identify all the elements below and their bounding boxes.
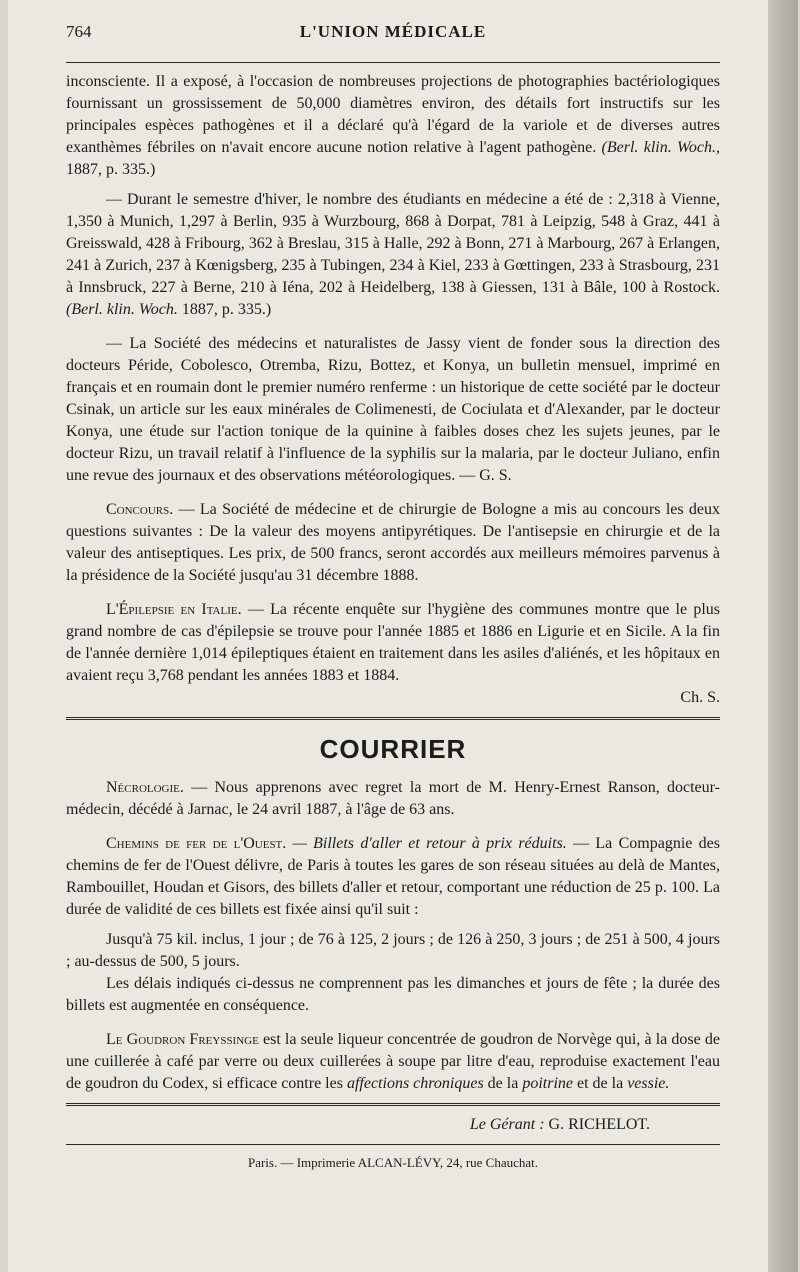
courrier-title: COURRIER	[319, 734, 467, 764]
running-head: L'UNION MÉDICALE	[299, 22, 487, 41]
header-rule	[66, 62, 720, 63]
paragraph-delais: Jusqu'à 75 kil. inclus, 1 jour ; de 76 à 125, 2 jours ; de 126 à 250, 3 jours ; de 251 à 500, 4 jours ; au-dessus de 500, 5 jours.	[66, 931, 720, 970]
paragraph-concours: Concours. — La Société de médecine et de chirurgie de Bologne a mis au concours les deux questions suivantes : De la valeur des moyens antipyrétiques. De l'antisepsie en chirurgie et de la valeur des antiseptiques. Les prix, de 500 francs, seront accordés aux meilleurs mémoires parvenus à la présidence de la Société jusqu'au 31 décembre 1888.	[66, 501, 720, 584]
gerant-line: Le Gérant : G. RICHELOT.	[469, 1116, 650, 1133]
paragraph-jassy-society: — La Société des médecins et naturalistes de Jassy vient de fonder sous la direction des docteurs Péride, Cobolesco, Otremba, Rizu, Bottez, et Konya, un bulletin mensuel, imprimé en français et en roumain dont le premier numéro renferme : un historique de cette société par le docteur Csinak, un article sur les eaux minérales de Colimenesti, de Cociulata et d'Alexander, par le docteur Konya, une étude sur l'action tonique de la quinine à faibles doses chez les sujets jeunes, par le docteur Rizu, un travail relatif à l'influence de la syphilis sur la malaria, par le docteur Juliano, enfin une revue des journaux et des observations météorologiques. — G. S.	[66, 335, 720, 484]
paragraph-epilepsie: L'Épilepsie en Italie. — La récente enquête sur l'hygiène des communes montre que le plus grand nombre de cas d'épilepsie se trouve pour l'année 1885 et 1886 en Ligurie et en Sicile. A la fin de l'année dernière 1,014 épileptiques étaient en traitement dans les asiles d'aliénés, et les hôpitaux en avaient reçu 3,768 pendant les années 1883 et 1884.	[66, 601, 720, 684]
paragraph-bacteriology: inconsciente. Il a exposé, à l'occasion de nombreuses projections de photographies bactériologiques fournissant un grossissement de 50,000 diamètres environ, des détails fort instructifs sur les principales espèces pathogènes et il a déclaré qu'à l'égard de la variole et de diverses autres exanthèmes fébriles on n'avait encore aucune notion relative à l'agent pathogène. (Berl. klin. Woch., 1887, p. 335.)	[66, 73, 720, 178]
paragraph-students: — Durant le semestre d'hiver, le nombre des étudiants en médecine a été de : 2,318 à Vienne, 1,350 à Munich, 1,297 à Berlin, 935 à Wurzbourg, 868 à Dorpat, 781 à Leipzig, 548 à Graz, 441 à Greisswald, 428 à Fribourg, 362 à Breslau, 315 à Halle, 292 à Bonn, 271 à Marbourg, 267 à Erlangen, 241 à Zurich, 237 à Kœnigsberg, 235 à Tubingen, 234 à Kiel, 233 à Gœttingen, 233 à Strasbourg, 231 à Innsbruck, 227 à Berne, 210 à Iéna, 202 à Heidelberg, 138 à Giessen, 131 à Bâle, 100 à Rostock. (Berl. klin. Woch. 1887, p. 335.)	[66, 191, 720, 318]
signature-ch-s: Ch. S.	[680, 689, 720, 706]
imprint-rule	[66, 1144, 720, 1145]
footer-rule	[66, 1103, 720, 1106]
page-number: 764	[66, 22, 92, 41]
imprint: Paris. — Imprimerie ALCAN-LÉVY, 24, rue Chauchat.	[247, 1155, 539, 1170]
page-header	[66, 22, 720, 62]
paragraph-chemins-de-fer: Chemins de fer de l'Ouest. — Billets d'aller et retour à prix réduits. — La Compagnie des chemins de fer de l'Ouest délivre, de Paris à toutes les gares de son réseau situées au delà de Mantes, Rambouillet, Houdan et Gisors, des billets d'aller et retour, comportant une réduction de 25 p. 100. La durée de validité de ces billets est fixée ainsi qu'il suit :	[66, 835, 721, 918]
document-page	[8, 0, 768, 1272]
paragraph-dimanches: Les délais indiqués ci-dessus ne comprennent pas les dimanches et jours de fête ; la durée des billets est augmentée en conséquence.	[66, 975, 720, 1014]
paragraph-goudron: Le Goudron Freyssinge est la seule liqueur concentrée de goudron de Norvège qui, à la dose de une cuillerée à café par verre ou deux cuillerées à soupe par litre d'eau, reproduise exactement l'eau de goudron du Codex, si efficace contre les affections chroniques de la poitrine et de la vessie.	[66, 1031, 720, 1092]
paragraph-necrologie: Nécrologie. — Nous apprenons avec regret la mort de M. Henry-Ernest Ranson, docteur-médecin, décédé à Jarnac, le 24 avril 1887, à l'âge de 63 ans.	[66, 779, 720, 818]
section-rule	[66, 717, 720, 720]
